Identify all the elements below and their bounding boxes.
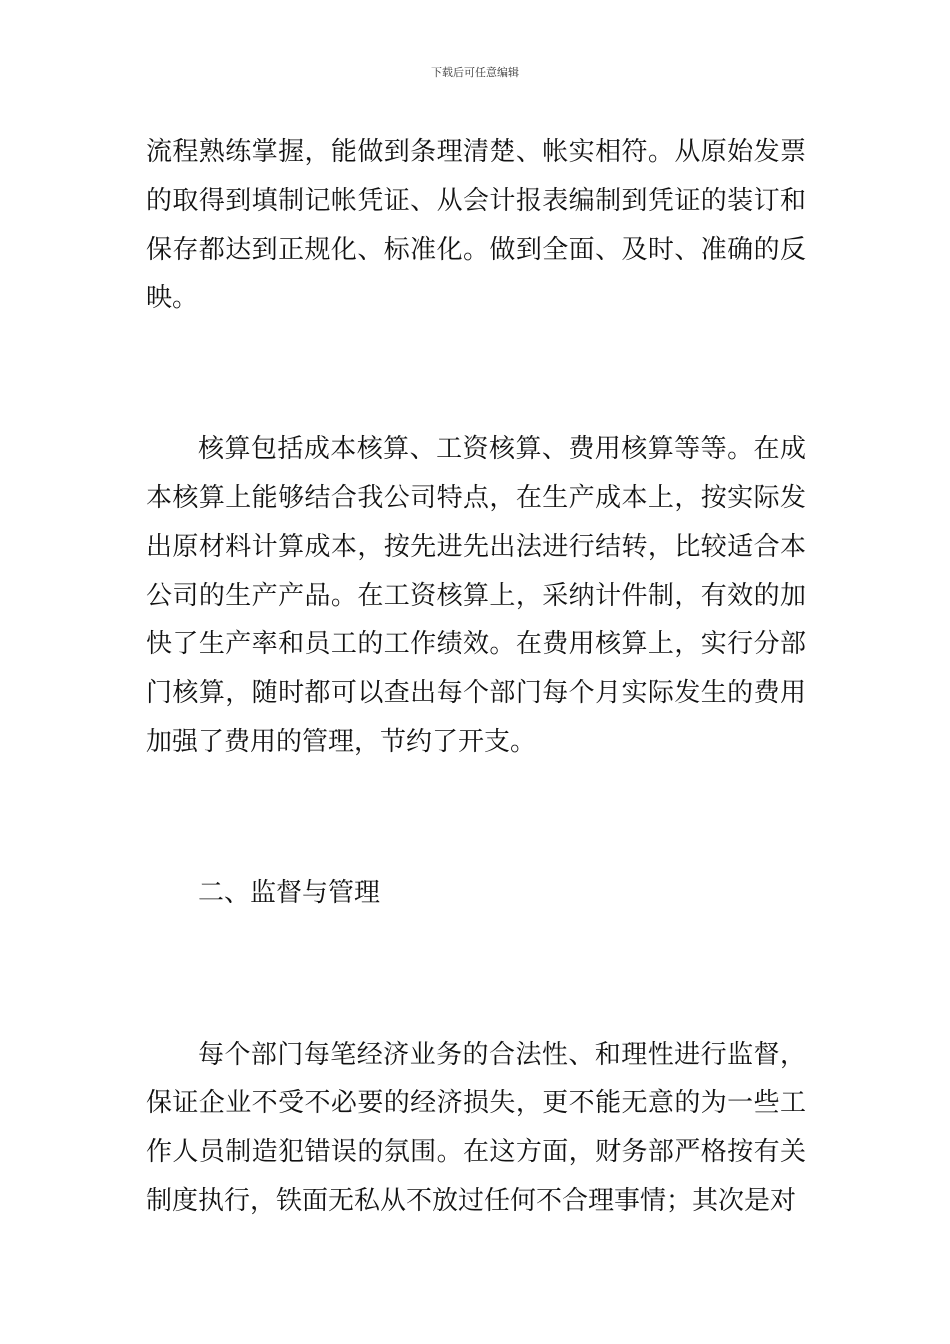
section-heading: 二、监督与管理 xyxy=(198,877,381,908)
page-header: 下载后可任意编辑 xyxy=(431,66,519,79)
paragraph-continuation: 流程熟练掌握，能做到条理清楚、帐实相符。从原始发票的取得到填制记帐凭证、从会计报表编制到凭证的装订和保存都达到正规化、标准化。做到全面、及时、准确的反映。 xyxy=(146,137,806,314)
paragraph-supervision: 每个部门每笔经济业务的合法性、和理性进行监督，保证企业不受不必要的经济损失，更不能无意的为一些工作人员制造犯错误的氛围。在这方面，财务部严格按有关制度执行，铁面无私从不放过任何不合理事情；其次是对 xyxy=(146,1039,806,1216)
document-body xyxy=(146,128,806,1226)
paragraph-accounting: 核算包括成本核算、工资核算、费用核算等等。在成本核算上能够结合我公司特点，在生产成本上，按实际发出原材料计算成本，按先进先出法进行结转，比较适合本公司的生产产品。在工资核算上，采纳计件制，有效的加快了生产率和员工的工作绩效。在费用核算上，实行分部门核算，随时都可以查出每个部门每个月实际发生的费用加强了费用的管理，节约了开支。 xyxy=(146,434,806,757)
